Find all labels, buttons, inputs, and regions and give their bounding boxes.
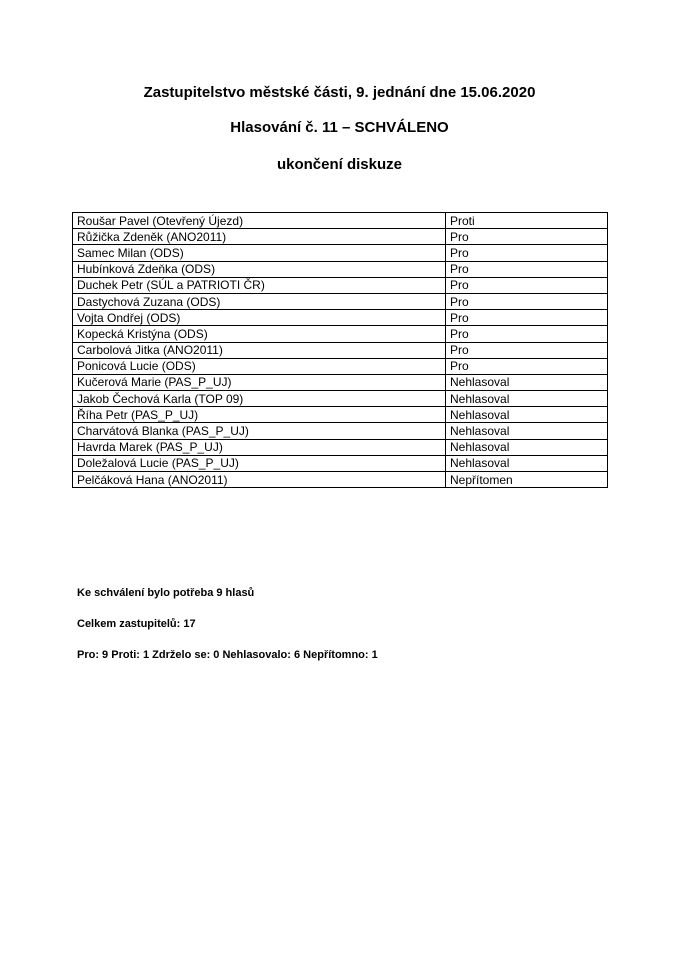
member-name-cell: Hubínková Zdeňka (ODS): [73, 261, 446, 277]
table-row: [73, 342, 608, 358]
table-row: [73, 326, 608, 342]
vote-cell: Nehlasoval: [446, 374, 608, 390]
table-row: [73, 358, 608, 374]
vote-cell: Proti: [446, 213, 608, 229]
required-votes-text: Ke schválení bylo potřeba 9 hlasů: [77, 587, 255, 599]
member-name-cell: Kučerová Marie (PAS_P_UJ): [73, 374, 446, 390]
vote-cell: Pro: [446, 326, 608, 342]
table-row: [73, 277, 608, 293]
member-name-cell: Roušar Pavel (Otevřený Újezd): [73, 213, 446, 229]
table-row: [73, 374, 608, 390]
vote-subject-title: ukončení diskuze: [276, 156, 403, 173]
vote-cell: Nehlasoval: [446, 423, 608, 439]
member-name-cell: Pelčáková Hana (ANO2011): [73, 472, 446, 488]
vote-cell: Nehlasoval: [446, 439, 608, 455]
member-name-cell: Jakob Čechová Karla (TOP 09): [73, 391, 446, 407]
table-row: [73, 229, 608, 245]
vote-cell: Pro: [446, 245, 608, 261]
member-name-cell: Havrda Marek (PAS_P_UJ): [73, 439, 446, 455]
vote-cell: Pro: [446, 277, 608, 293]
member-name-cell: Charvátová Blanka (PAS_P_UJ): [73, 423, 446, 439]
vote-table: [72, 212, 608, 488]
table-row: [73, 407, 608, 423]
vote-cell: Pro: [446, 261, 608, 277]
member-name-cell: Vojta Ondřej (ODS): [73, 310, 446, 326]
table-row: [73, 293, 608, 309]
member-name-cell: Růžička Zdeněk (ANO2011): [73, 229, 446, 245]
member-name-cell: Duchek Petr (SÚL a PATRIOTI ČR): [73, 277, 446, 293]
vote-cell: Nehlasoval: [446, 407, 608, 423]
member-name-cell: Carbolová Jitka (ANO2011): [73, 342, 446, 358]
vote-cell: Pro: [446, 310, 608, 326]
vote-number-result-title: Hlasování č. 11 – SCHVÁLENO: [230, 119, 449, 136]
table-row: [73, 472, 608, 488]
vote-cell: Nehlasoval: [446, 391, 608, 407]
vote-cell: Nepřítomen: [446, 472, 608, 488]
vote-cell: Pro: [446, 293, 608, 309]
member-name-cell: Dastychová Zuzana (ODS): [73, 293, 446, 309]
vote-table-body: [73, 213, 608, 488]
member-name-cell: Ponicová Lucie (ODS): [73, 358, 446, 374]
table-row: [73, 391, 608, 407]
vote-cell: Pro: [446, 342, 608, 358]
member-name-cell: Říha Petr (PAS_P_UJ): [73, 407, 446, 423]
table-row: [73, 439, 608, 455]
member-name-cell: Samec Milan (ODS): [73, 245, 446, 261]
total-members-text: Celkem zastupitelů: 17: [77, 618, 196, 630]
member-name-cell: Doležalová Lucie (PAS_P_UJ): [73, 455, 446, 471]
vote-cell: Nehlasoval: [446, 455, 608, 471]
table-row: [73, 455, 608, 471]
table-row: [73, 423, 608, 439]
table-row: [73, 213, 608, 229]
table-row: [73, 261, 608, 277]
results-tally-text: Pro: 9 Proti: 1 Zdrželo se: 0 Nehlasovalo: 6 Nepřítomno: 1: [77, 649, 378, 661]
member-name-cell: Kopecká Kristýna (ODS): [73, 326, 446, 342]
table-row: [73, 310, 608, 326]
vote-cell: Pro: [446, 229, 608, 245]
document-title: Zastupitelstvo městské části, 9. jednání dne 15.06.2020: [143, 84, 536, 101]
table-row: [73, 245, 608, 261]
vote-cell: Pro: [446, 358, 608, 374]
